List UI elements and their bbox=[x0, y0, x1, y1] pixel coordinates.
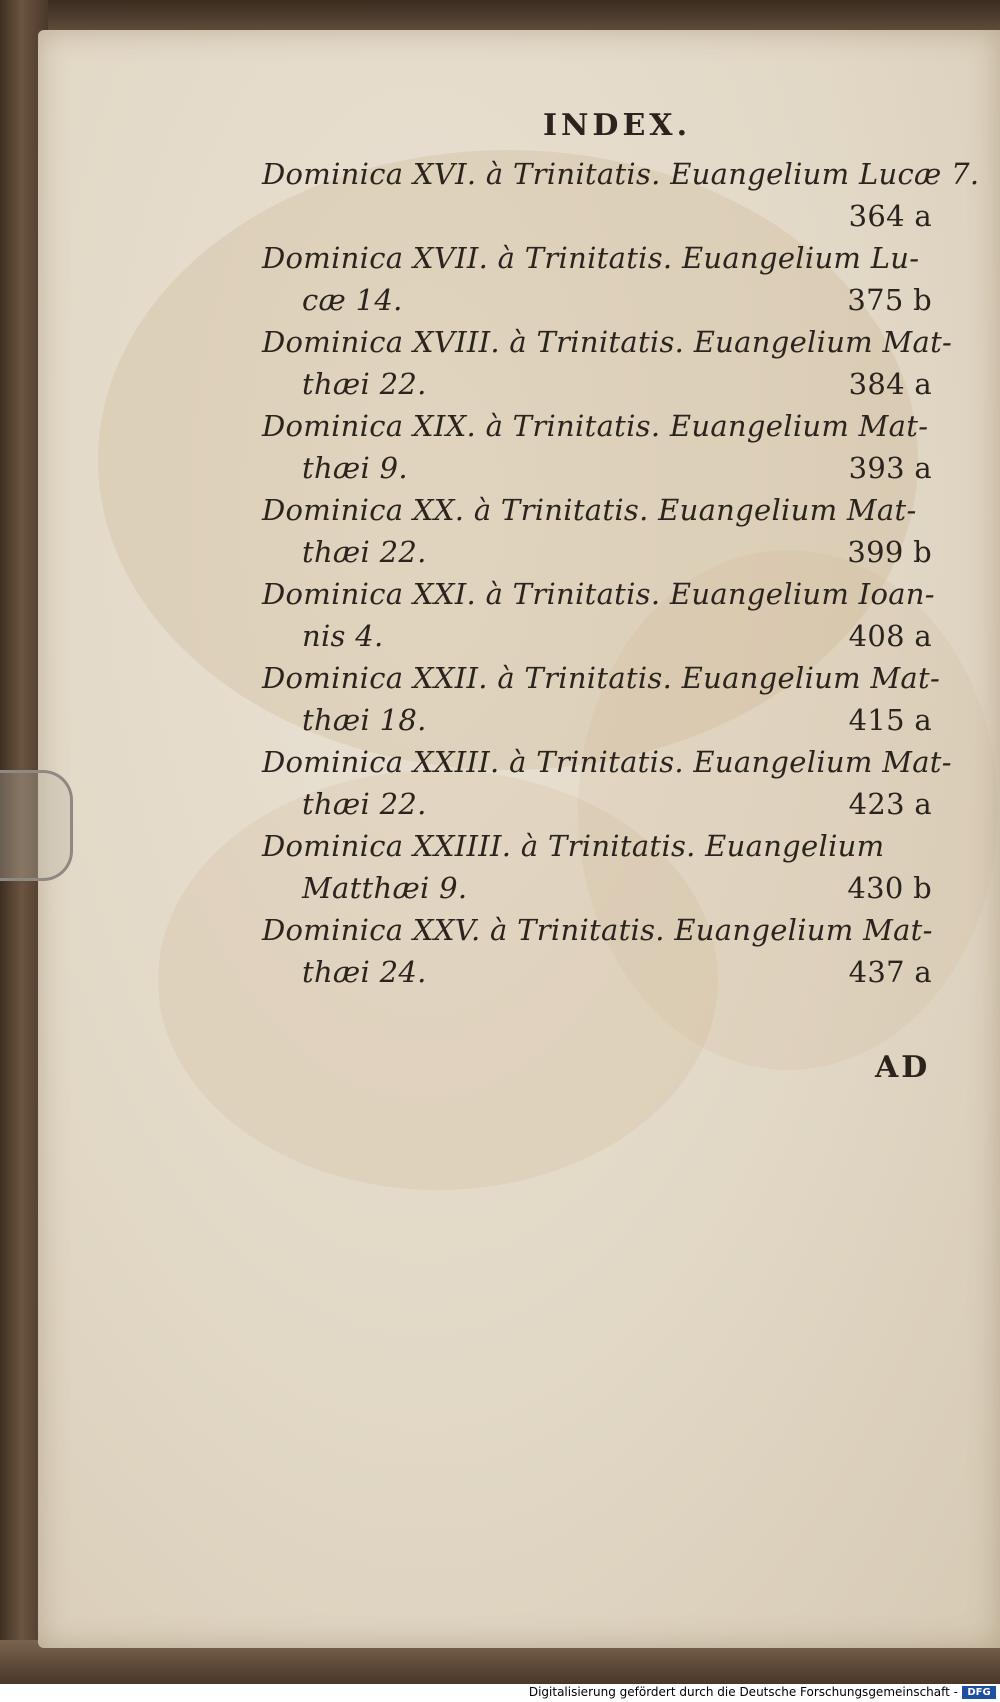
index-entry bbox=[262, 321, 953, 405]
entry-page-number: 430 b bbox=[847, 871, 932, 905]
index-entry bbox=[262, 237, 942, 321]
catchword: AD bbox=[875, 1050, 931, 1085]
entry-heading: Dominica XXI. à Trinitatis. Euangelium Ioan- bbox=[262, 577, 935, 611]
entry-heading: Dominica XXV. à Trinitatis. Euangelium Mat- bbox=[262, 913, 933, 947]
entry-page-number: 399 b bbox=[847, 535, 932, 569]
entry-continuation-line bbox=[262, 699, 942, 741]
index-entry bbox=[262, 153, 980, 237]
entry-continuation: thæi 22. bbox=[302, 787, 427, 821]
entry-heading: Dominica XVII. à Trinitatis. Euangelium Lu- bbox=[262, 241, 920, 275]
index-content bbox=[262, 108, 980, 993]
entry-continuation: nis 4. bbox=[302, 619, 384, 653]
entry-heading: Dominica XXIII. à Trinitatis. Euangelium Mat- bbox=[262, 745, 952, 779]
entry-heading: Dominica XVI. à Trinitatis. Euangelium Lucæ 7. bbox=[262, 157, 980, 191]
entry-continuation-line bbox=[262, 279, 942, 321]
entry-continuation-line bbox=[262, 951, 942, 993]
entry-page-number: 393 a bbox=[848, 451, 932, 485]
entry-continuation-line bbox=[262, 195, 942, 237]
entry-continuation: thæi 9. bbox=[302, 451, 408, 485]
index-entry bbox=[262, 825, 942, 909]
index-entry bbox=[262, 573, 942, 657]
funding-credit: Digitalisierung gefördert durch die Deutsche Forschungsgemeinschaft - bbox=[528, 1685, 958, 1699]
entry-page-number: 437 a bbox=[848, 955, 932, 989]
index-entry bbox=[262, 489, 942, 573]
entry-continuation-line bbox=[262, 783, 942, 825]
entry-page-number: 408 a bbox=[848, 619, 932, 653]
entry-heading: Dominica XXIIII. à Trinitatis. Euangelium bbox=[262, 829, 885, 863]
entry-continuation: thæi 24. bbox=[302, 955, 427, 989]
entry-page-number: 415 a bbox=[848, 703, 932, 737]
entry-page-number: 423 a bbox=[848, 787, 932, 821]
entry-heading: Dominica XX. à Trinitatis. Euangelium Mat- bbox=[262, 493, 917, 527]
entry-heading: Dominica XXII. à Trinitatis. Euangelium Mat- bbox=[262, 661, 941, 695]
clasp bbox=[0, 770, 73, 881]
entry-continuation: cæ 14. bbox=[302, 283, 403, 317]
entry-heading: Dominica XIX. à Trinitatis. Euangelium Mat- bbox=[262, 409, 929, 443]
entry-continuation: thæi 18. bbox=[302, 703, 427, 737]
entry-continuation: thæi 22. bbox=[302, 535, 427, 569]
entry-continuation-line bbox=[262, 363, 942, 405]
entry-heading: Dominica XVIII. à Trinitatis. Euangelium Mat- bbox=[262, 325, 953, 359]
index-entry bbox=[262, 909, 942, 993]
entry-page-number: 375 b bbox=[847, 283, 932, 317]
footer-bar bbox=[0, 1684, 1000, 1702]
entry-continuation-line bbox=[262, 867, 942, 909]
entry-continuation: thæi 22. bbox=[302, 367, 427, 401]
index-entry bbox=[262, 657, 942, 741]
index-entry bbox=[262, 405, 942, 489]
entry-continuation-line bbox=[262, 531, 942, 573]
page-title: INDEX. bbox=[542, 108, 692, 143]
entry-page-number: 364 a bbox=[848, 199, 932, 233]
dfg-logo: DFG bbox=[962, 1686, 996, 1699]
index-entry bbox=[262, 741, 952, 825]
entry-continuation-line bbox=[262, 615, 942, 657]
entry-page-number: 384 a bbox=[848, 367, 932, 401]
entry-continuation: Matthæi 9. bbox=[302, 871, 468, 905]
entry-continuation-line bbox=[262, 447, 942, 489]
